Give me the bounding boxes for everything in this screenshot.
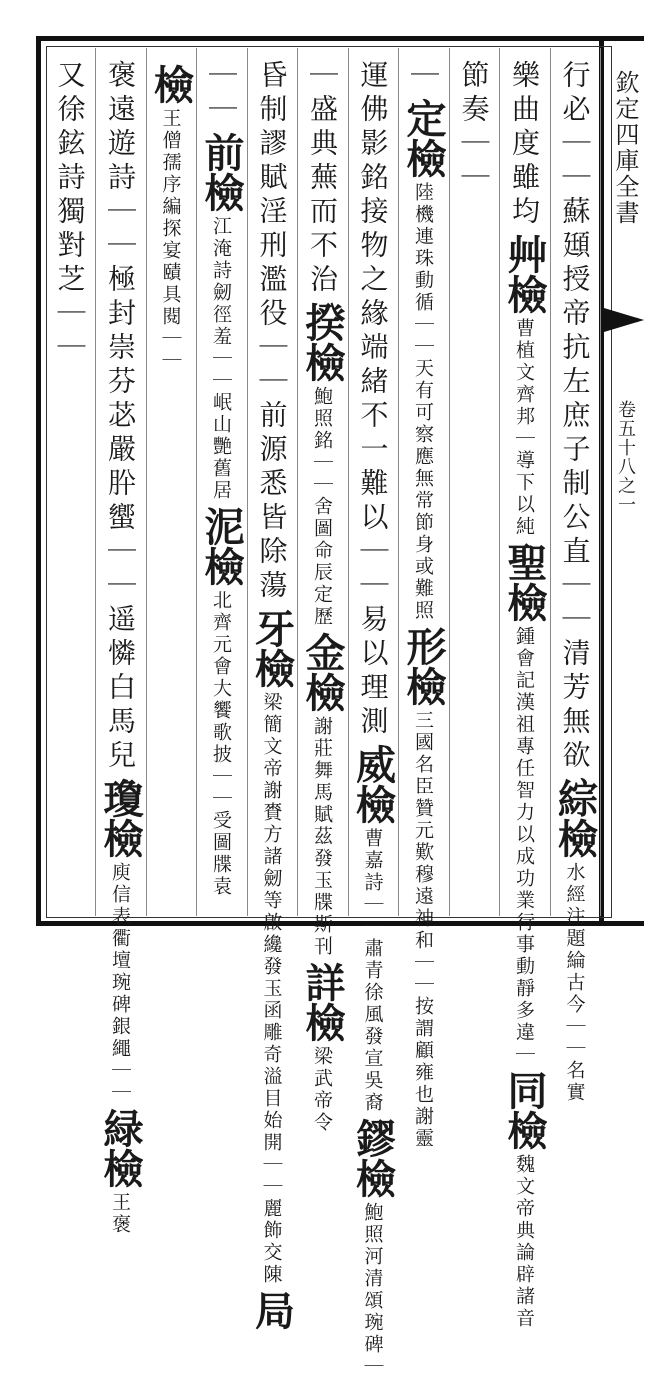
column-rule	[196, 48, 197, 916]
book-title: 欽定四庫全書	[611, 70, 639, 226]
fishtail-mark	[604, 300, 644, 340]
annotation-text: 陸機連珠動循｜｜天有可察應無常節身或難照	[412, 182, 434, 622]
column-rule	[449, 48, 450, 916]
annotation-text: 三國名臣贊元歎穆遠神和｜｜按謂顧雍也謝靈	[412, 710, 434, 1150]
entry-headword: 檢	[147, 64, 195, 104]
annotation-text: 鍾會記漢祖專任智力以成功業行事動靜多違｜	[513, 626, 535, 1066]
column-rule	[247, 48, 248, 916]
column-text: ｜｜	[205, 60, 238, 128]
annotation-text: 曹嘉詩｜｜肅青徐風發宣吳裔	[361, 828, 384, 1114]
column-text: 行必｜｜蘇頲授帝抗左庶子制公直｜｜清芳無欲	[558, 60, 592, 774]
annotation-text: 江淹詩劒徑羞｜｜岷山艷舊居	[210, 216, 232, 502]
column-rule	[398, 48, 399, 916]
column-rule	[550, 48, 551, 916]
column-text: 昏制謬賦淫刑濫役｜｜前源悉皆除蕩	[255, 60, 289, 604]
annotation-text: 王褒	[109, 1192, 131, 1236]
column-rule	[146, 48, 147, 916]
annotation-text: 北齊元會大饗歌披｜｜受圖牒袁	[210, 590, 232, 898]
entry-headword: 金檢	[299, 632, 346, 712]
annotation-text: 水經注題綸古今｜｜名實	[563, 862, 586, 1104]
volume-label: 卷五十八之一	[615, 400, 636, 514]
column-text: 節奏｜｜	[457, 60, 491, 196]
entry-headword: 牙檢	[248, 608, 296, 688]
annotation-text: 庾信表衢壇琬碑銀繩｜｜	[109, 862, 131, 1104]
entry-headword: 揆檢	[299, 302, 346, 382]
entry-headword: 局	[248, 1290, 296, 1330]
annotation-text: 謝莊舞馬賦茲發玉牒斯刊	[311, 716, 333, 958]
annotation-text: 鮑照河清頌琬碑｜	[361, 1202, 384, 1378]
text-column	[501, 60, 548, 1330]
annotation-text: 魏文帝典論辟諸音	[513, 1154, 535, 1330]
entry-headword: 艸檢	[501, 234, 548, 314]
entry-headword: 形檢	[400, 626, 447, 706]
text-column	[400, 60, 447, 1150]
column-rule	[297, 48, 298, 916]
text-column	[47, 60, 93, 910]
annotation-text: 曹植文齊邦｜導下以純	[513, 318, 535, 538]
entry-headword: 瓊檢	[97, 778, 144, 858]
entry-headword: 前檢	[198, 132, 245, 212]
text-column	[349, 60, 397, 1378]
column-rule	[95, 48, 96, 916]
text-column	[299, 60, 346, 1134]
annotation-text: 梁簡文帝謝賚方諸劒等啟纔發玉函雕奇溢目始開｜｜麗飾交陳	[260, 692, 283, 1286]
column-text: 又徐鉉詩獨對芝｜｜	[53, 60, 87, 366]
column-text: 運佛影銘接物之緣端緒不一難以｜｜易以理測	[356, 60, 390, 740]
entry-headword: 鏐檢	[349, 1118, 397, 1198]
entry-headword: 威檢	[349, 744, 397, 824]
column-text: ｜盛典蕪而不治	[306, 60, 339, 298]
text-column	[97, 60, 144, 1236]
entry-headword: 定檢	[400, 98, 447, 178]
annotation-text: 梁武帝令	[311, 1046, 333, 1134]
text-column	[248, 60, 296, 1330]
annotation-text: 鮑照銘｜｜舍圖命辰定歷	[311, 386, 333, 628]
entry-headword: 泥檢	[198, 506, 245, 586]
entry-headword: 緑檢	[97, 1108, 144, 1188]
entry-headword: 綜檢	[551, 778, 599, 858]
column-rule	[600, 48, 601, 916]
column-text: 樂曲度雖均	[508, 60, 541, 230]
column-text: 褒遠遊詩｜｜極封崇芬苾嚴肸蠁｜｜遥憐白馬兒	[104, 60, 137, 774]
entry-headword: 同檢	[501, 1070, 548, 1150]
entry-headword: 聖檢	[501, 542, 548, 622]
annotation-text: 王僧孺序編探宴賾具閱｜｜	[159, 108, 182, 372]
column-rule	[348, 48, 349, 916]
text-column	[451, 60, 497, 910]
entry-headword: 詳檢	[299, 962, 346, 1042]
text-column	[198, 60, 244, 910]
column-rule	[499, 48, 500, 916]
text-column	[551, 60, 599, 1104]
column-text: ｜	[407, 60, 440, 94]
text-column	[148, 60, 194, 910]
